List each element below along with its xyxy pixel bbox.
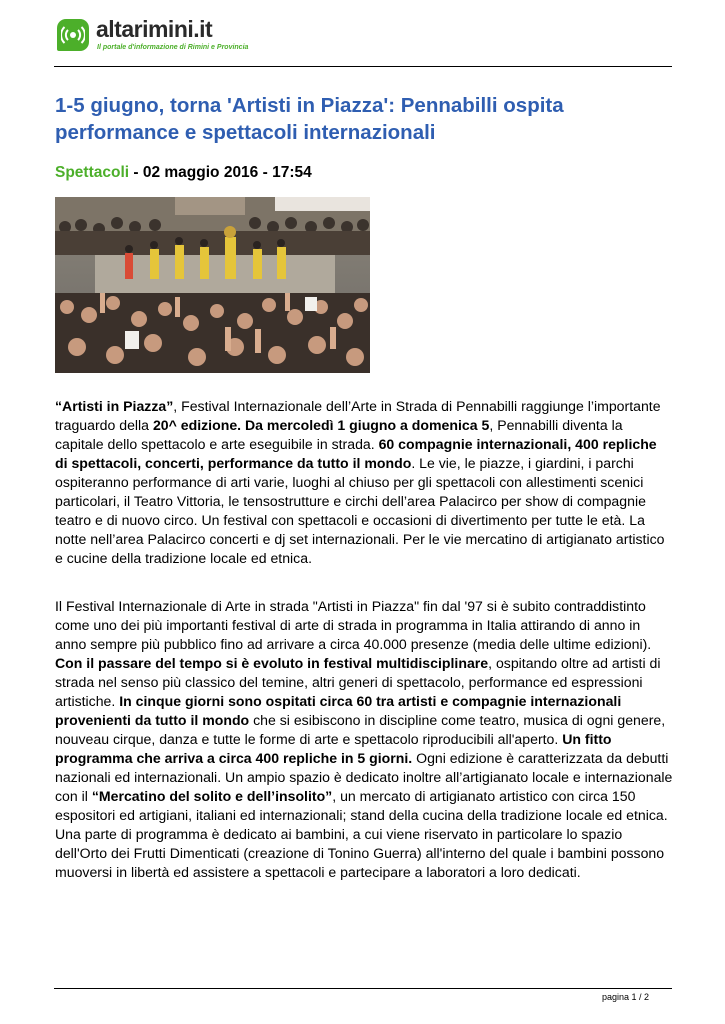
- paragraph-text-run: Un fitto programma che arriva a circa 400 repliche in 5 giorni.: [55, 731, 612, 766]
- paragraph-text-run: . Le vie, le piazze, i giardini, i parchi ospiteranno performance di arti varie, luoghi al chiuso per gli spettacoli con allestimenti scenici particolari, il Teatro Vittoria, le tensostrutture e circhi dell’area Palacirco per show di compagnie teatro e di nuovo circo. Un festival con spettacoli e occasioni di divertimento per tutte le età. La notte nell’area Palacirco concerti e dj set internazionali. Per le vie mercatino di artigianato artistico e cucine della tradizione locale ed etnica.: [55, 455, 665, 566]
- paragraph-text-run: Ogni edizione è caratterizzata da debutti nazionali ed internazionali. Un ampio spazio è dedicato inoltre all’artigianato locale e internazionale con il: [55, 750, 673, 804]
- paragraph-text-run: 20^ edizione. Da mercoledì 1 giugno a domenica 5: [152, 417, 490, 433]
- page-header: [0, 0, 725, 68]
- paragraph-text-run: , Festival Internazionale dell’Arte in Strada di Pennabilli raggiunge l’importante traguardo della: [55, 398, 661, 433]
- paragraph-text-run: Con il passare del tempo si è evoluto in festival multidisciplinare: [55, 655, 489, 671]
- paragraph-text-run: 60 compagnie internazionali, 400 repliche di spettacoli, concerti, performance da tutto il mondo: [55, 436, 657, 471]
- paragraph-text-run: In cinque giorni sono ospitati circa 60 tra artisti e compagnie internazionali provenienti da tutto il mondo: [55, 693, 622, 728]
- article-meta: [55, 164, 312, 182]
- article-title: 1-5 giugno, torna 'Artisti in Piazza': Pennabilli ospita performance e spettacoli internazionali: [55, 94, 564, 144]
- article-paragraph-2: [55, 597, 673, 882]
- page-number: pagina 1 / 2: [602, 992, 650, 1002]
- broadcast-icon[interactable]: [57, 19, 89, 51]
- article-date: - 02 maggio 2016 - 17:54: [129, 164, 312, 181]
- paragraph-text-run: “Artisti in Piazza”: [55, 398, 174, 414]
- paragraph-text-run: , un mercato di artigianato artistico con circa 150 espositori ed artigiani, italiani ed internazionali; stand della cucina della tradizione locale ed etnica. Una parte di programma è dedicato ai bambini, a cui viene riservato in particolare lo spazio dell'Orto dei Frutti Dimenticati (creazione di Tonino Guerra) all'interno del quale i bambini possono muoversi in libertà ed assistere a spettacoli e partecipare a laboratori a loro dedicati.: [55, 788, 668, 880]
- article-paragraph-1: [55, 397, 673, 568]
- paragraph-text-run: , ospitando oltre ad artisti di strada nel senso più classico del temine, altri generi di spettacolo, performance ed espressioni artistiche.: [55, 655, 661, 709]
- article-photo: [55, 197, 370, 373]
- category-link[interactable]: Spettacoli: [55, 164, 130, 181]
- paragraph-text-run: , Pennabilli diventa la capitale dello spettacolo e arte eseguibile in strada.: [55, 417, 623, 452]
- paragraph-text-run: “Mercatino del solito e dell’insolito”: [91, 788, 333, 804]
- footer-divider: [54, 988, 672, 989]
- site-tagline: Il portale d'informazione di Rimini e Provincia: [97, 44, 249, 51]
- paragraph-text-run: che si esibiscono in discipline come teatro, musica di ogni genere, nouveau cirque, danza e tutte le forme di arte e spettacolo riproducibili all'aperto.: [55, 712, 666, 747]
- header-divider: [54, 66, 672, 67]
- site-name[interactable]: altarimini.it: [96, 16, 213, 42]
- paragraph-text-run: Il Festival Internazionale di Arte in strada "Artisti in Piazza" fin dal '97 si è subito contraddistinto come uno dei più importanti festival di arte di strada in programma in Italia attirando di anno in anno sempre più pubblico fino ad arrivare a circa 40.000 presenze (media delle ultime edizioni).: [55, 598, 652, 652]
